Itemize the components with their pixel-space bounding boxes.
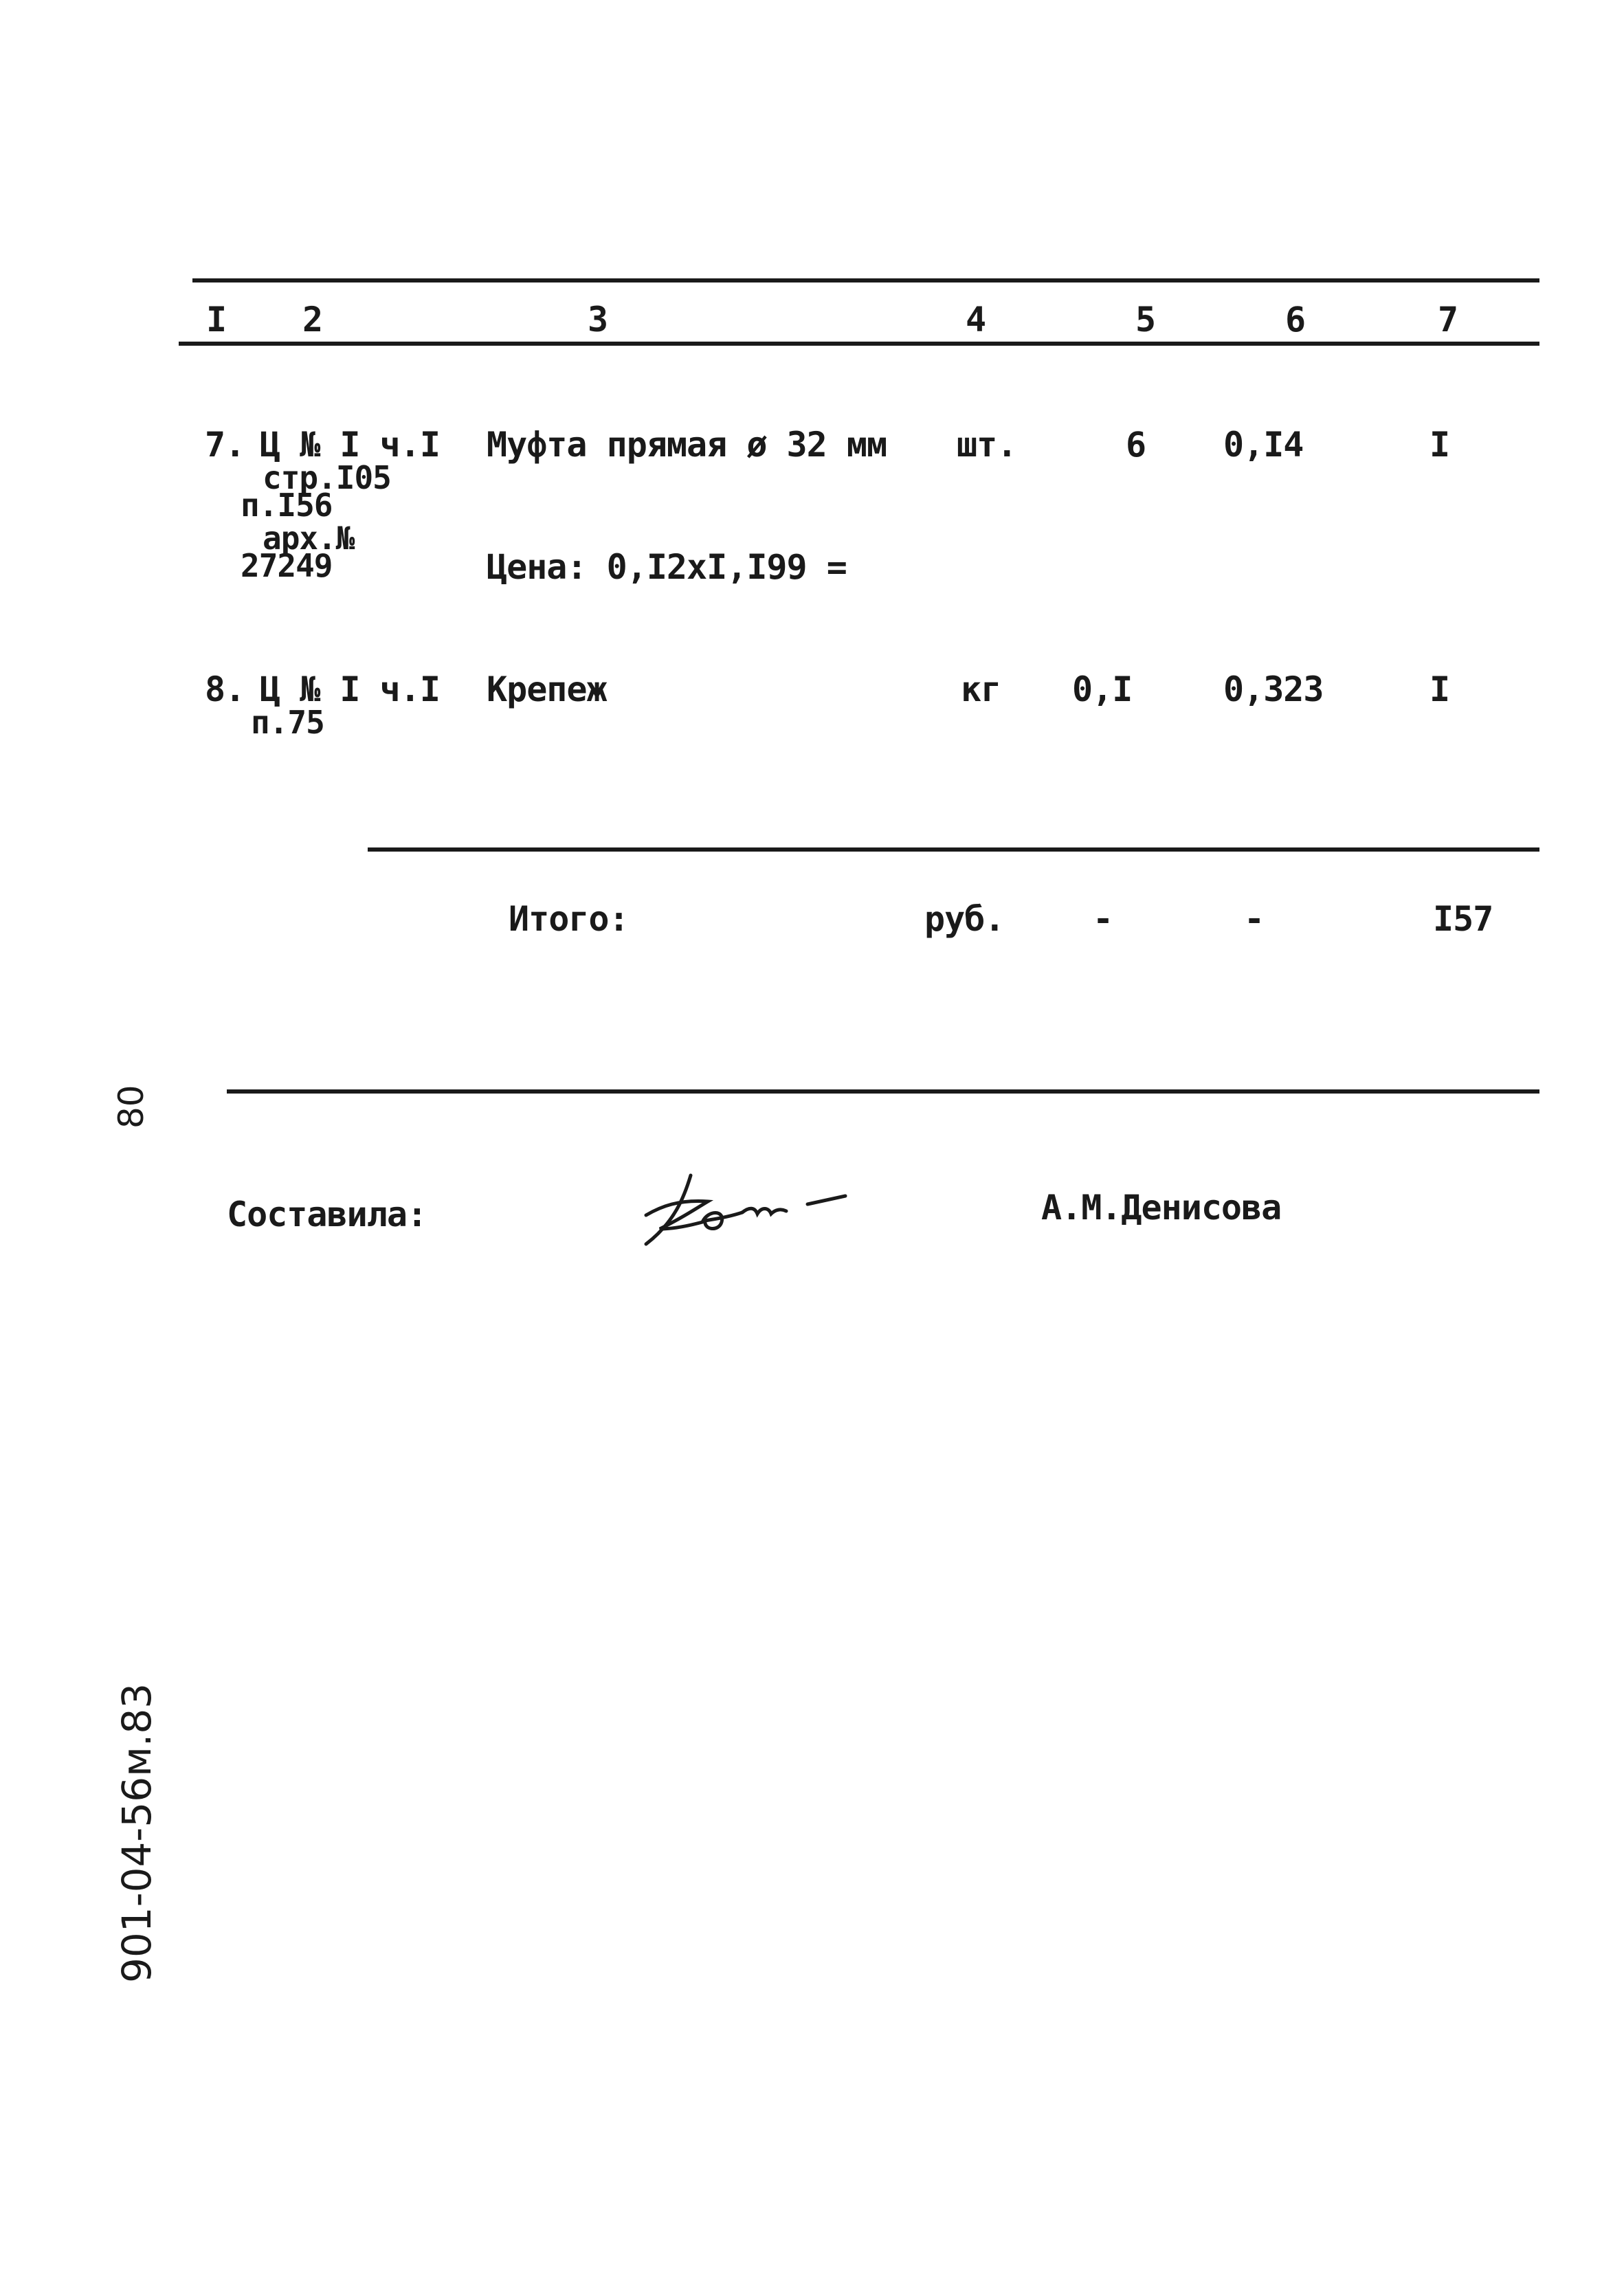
page-number: 80 [111,1085,151,1129]
column-header-6: 6 [1285,300,1306,340]
summary-unit: руб. [924,899,1005,939]
column-header-1: I [206,300,227,340]
item-quantity: 6 [1126,425,1146,465]
summary-total: I57 [1433,899,1493,939]
row-reference: арх.№ [263,520,355,557]
compiler-name: А.М.Денисова [1041,1188,1282,1228]
item-unit: шт. [957,425,1017,465]
signature [639,1141,900,1258]
summary-col5-dash: - [1093,899,1113,939]
item-price: 0,323 [1223,669,1324,709]
table-bottom-rule [227,1089,1539,1094]
item-quantity: 0,I [1072,669,1133,709]
row-reference: стр.I05 [263,459,391,496]
table-top-rule [192,278,1539,282]
summary-col6-dash: - [1244,899,1265,939]
row-reference: п.I56 [241,487,333,524]
row-reference: п.75 [251,704,324,741]
column-header-4: 4 [966,300,986,340]
item-price-formula: Цена: 0,I2хI,I99 = [487,547,847,587]
item-total: I [1430,669,1450,709]
item-name: Крепеж [487,669,607,709]
table-header-rule [179,342,1539,346]
column-header-7: 7 [1438,300,1458,340]
row-reference: 27249 [241,547,333,584]
row-number: 7. [205,425,245,465]
item-price: 0,I4 [1223,425,1304,465]
document-code: 901-04-56м.83 [113,1683,160,1983]
item-name: Муфта прямая ø 32 мм [487,425,887,465]
item-unit: кг [961,669,1001,709]
row-number: 8. [205,669,245,709]
column-header-5: 5 [1135,300,1156,340]
summary-rule [368,847,1539,852]
row-reference: Ц № I ч.I [260,425,440,465]
row-reference: Ц № I ч.I [260,669,440,709]
column-header-2: 2 [302,300,323,340]
column-header-3: 3 [588,300,608,340]
summary-label: Итого: [509,899,629,939]
item-total: I [1430,425,1450,465]
compiled-by-label: Составила: [227,1195,427,1234]
